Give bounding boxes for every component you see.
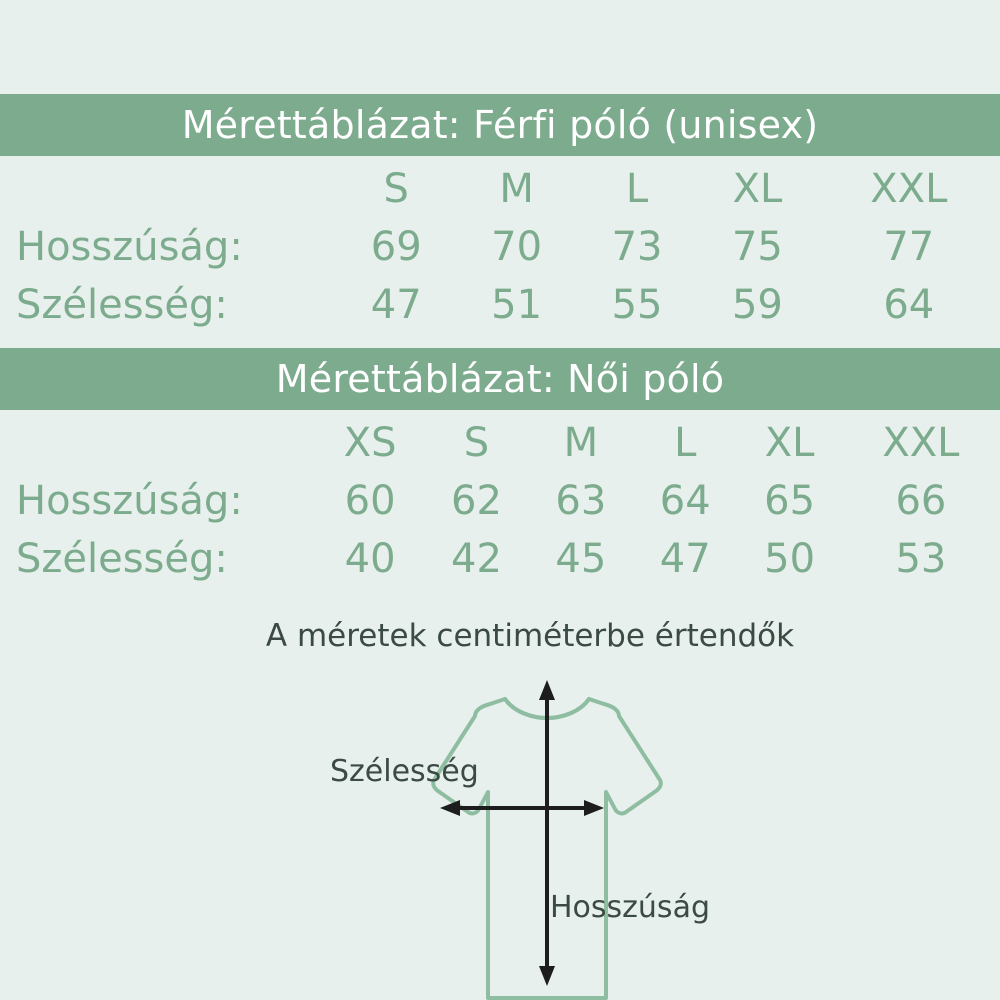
table-header-row <box>0 160 1000 218</box>
cell-width-xl: 50 <box>764 536 816 582</box>
corner-cell <box>0 160 336 218</box>
cell-width-l: 47 <box>659 536 711 582</box>
table-row <box>0 530 1000 588</box>
mens-size-chart-title: Mérettáblázat: Férfi póló (unisex) <box>181 103 819 147</box>
womens-size-table <box>0 414 1000 588</box>
size-header-xl: XL <box>732 166 783 212</box>
cell-length-xl: 65 <box>764 478 816 524</box>
cell-length-xl: 75 <box>731 224 783 270</box>
cell-width-m: 45 <box>555 536 607 582</box>
size-header-m: M <box>563 420 599 466</box>
row-label-length: Hosszúság: <box>16 224 243 270</box>
size-header-xl: XL <box>764 420 815 466</box>
mens-size-chart-heading <box>0 94 1000 156</box>
table-row <box>0 276 1000 334</box>
mens-size-table <box>0 160 1000 334</box>
cell-length-m: 70 <box>491 224 543 270</box>
size-header-xxl: XXL <box>882 420 960 466</box>
cell-length-m: 63 <box>555 478 607 524</box>
cell-width-xxl: 64 <box>883 282 935 328</box>
row-label-width: Szélesség: <box>16 536 228 582</box>
size-header-l: L <box>625 166 649 212</box>
cell-width-s: 47 <box>370 282 422 328</box>
size-header-s: S <box>383 166 409 212</box>
cell-width-l: 55 <box>611 282 663 328</box>
cell-length-xxl: 66 <box>895 478 947 524</box>
cell-length-s: 62 <box>451 478 502 524</box>
cell-width-xxl: 53 <box>895 536 947 582</box>
vertical-double-arrow-icon <box>539 680 555 986</box>
table-row <box>0 472 1000 530</box>
size-header-m: M <box>499 166 534 212</box>
diagram-width-label: Szélesség <box>330 754 479 789</box>
diagram-length-label: Hosszúság <box>550 890 710 925</box>
cell-length-l: 73 <box>611 224 663 270</box>
cell-width-xs: 40 <box>344 536 396 582</box>
cell-length-xxl: 77 <box>883 224 935 270</box>
row-label-length: Hosszúság: <box>16 478 243 524</box>
row-label-width: Szélesség: <box>16 282 228 328</box>
table-header-row <box>0 414 1000 472</box>
cell-width-xl: 59 <box>731 282 783 328</box>
cell-length-l: 64 <box>659 478 711 524</box>
cell-length-xs: 60 <box>344 478 396 524</box>
cell-length-s: 69 <box>370 224 422 270</box>
size-header-l: L <box>674 420 697 466</box>
measurement-diagram <box>300 668 1000 1000</box>
womens-size-chart-title: Mérettáblázat: Női póló <box>275 357 725 401</box>
womens-size-chart-heading <box>0 348 1000 410</box>
units-note: A méretek centiméterbe értendők <box>265 618 795 654</box>
cell-width-m: 51 <box>491 282 543 328</box>
size-header-xxl: XXL <box>870 166 948 212</box>
cell-width-s: 42 <box>451 536 502 582</box>
corner-cell <box>0 414 316 472</box>
horizontal-double-arrow-icon <box>440 800 604 816</box>
size-header-xs: XS <box>343 420 397 466</box>
size-header-s: S <box>463 420 490 466</box>
table-row <box>0 218 1000 276</box>
